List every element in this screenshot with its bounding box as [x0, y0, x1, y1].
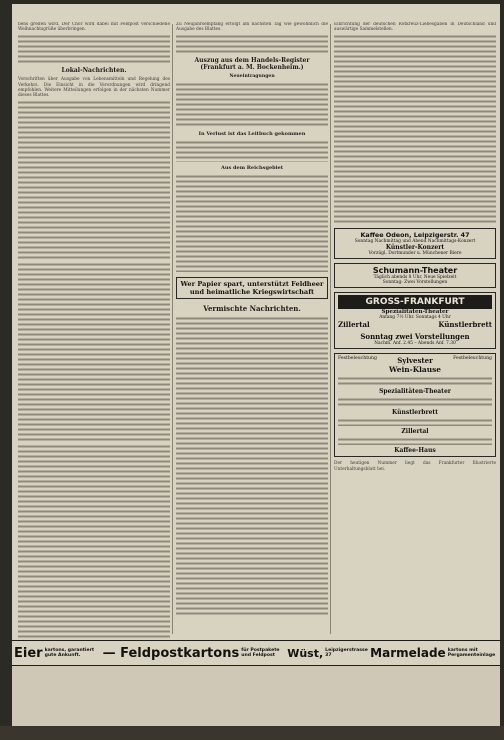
register-sub: Neueintragungen — [229, 74, 275, 80]
sylvester-right: Festbeleuchtung — [453, 356, 492, 362]
gross-name: GROSS-FRANKFURT — [338, 295, 492, 309]
schumann-line2: Täglich abends 8 Uhr, Neue Spielzeit — [373, 275, 457, 281]
text-block — [176, 82, 328, 128]
column-2 — [176, 22, 328, 638]
footer-marmelade-note: kartons mit Pergamenteinlage — [447, 647, 496, 658]
gross-line4: Künstlerbrett — [438, 320, 492, 330]
gross-line3: Zillertal — [338, 320, 370, 330]
col2-top-text: Zu Neujahrsempfang erfolgt am nächsten Tag wie gewöhnlich die Ausgabe des Blattes. — [176, 22, 328, 33]
text-block — [18, 262, 170, 442]
text-block — [176, 316, 328, 616]
ad-sylvester — [334, 353, 496, 457]
scan-border — [0, 726, 504, 740]
sylvester-item: Spezialitäten-Theater — [379, 388, 451, 396]
lokal-heading: Lokal-Nachrichten. — [61, 67, 127, 75]
ad-kaffee-odeon — [334, 228, 496, 259]
text-block — [338, 437, 492, 445]
ad-gross-frankfurt — [334, 292, 496, 349]
text-block — [338, 397, 492, 407]
text-block — [176, 140, 328, 162]
reich-title: Aus dem Reichsgebiet — [220, 165, 284, 172]
footer-eier-note: kartons, garantiert gute Ankunft. — [44, 647, 95, 658]
sylvester-left: Festbeleuchtung — [338, 356, 377, 362]
odeon-line3: Künstler-Konzert — [385, 244, 445, 252]
text-block — [18, 444, 170, 638]
gross-line1: Spezialitäten-Theater — [381, 309, 449, 316]
gross-line5: Sonntag zwei Vorstellungen — [360, 332, 470, 342]
schumann-line3: Sonntag: Zwei Vorstellungen — [382, 280, 448, 286]
col1-body: Vorschriften über Ausgabe von Lebensmitteln und Regelung des Verkehrs. Die Einsicht in die Verordnungen wird dringend empfohlen. Weitere Mitteilungen erfolgen in der nächsten Nummer dieses Blattes. — [18, 77, 170, 99]
mixed-news-heading: Vermischte Nachrichten. — [203, 304, 301, 314]
newspaper-page — [12, 4, 500, 726]
sylvester-item: Zillertal — [401, 428, 429, 436]
sylvester-item: Künstlerbrett — [392, 409, 438, 417]
column-3 — [334, 22, 496, 638]
paper-notice-box: Wer Papier spart, unterstützt Feldheer und heimatliche Kriegswirtschaft — [176, 277, 328, 299]
text-block — [18, 34, 170, 64]
footer-wuest: Wüst, — [287, 646, 324, 660]
col3-bottom-text: Der heutigen Nummer liegt das Frankfurter Illustrierte Unterhaltungsblatt bei. — [334, 461, 496, 472]
footer-address: Leipzigerstrasse 37 — [325, 647, 368, 658]
sylvester-item: Kaffee-Haus — [394, 447, 436, 455]
footer-marmelade: Marmelade — [370, 646, 446, 660]
text-block — [176, 34, 328, 54]
col1-top-text: bens greifen wird. Der Chor wird dabei mit Feldpost verschiedene Weihnachtsgrüße überbringen. — [18, 22, 170, 33]
lost-title: In Verlust ist das Leitbuch gekommen — [198, 131, 306, 138]
footer-feldpost-note: für Postpakete und Feldpost — [241, 647, 280, 658]
text-block — [18, 100, 170, 260]
gross-line6: Nachm. Anf. 2.45 – Abends Anf. 7.30 — [374, 341, 456, 347]
register-title: Auszug aus dem Handels-Register (Frankfurt a. M. Bockenheim.) — [194, 57, 310, 72]
odeon-name: Kaffee Odeon, Leipzigerstr. 47 — [360, 231, 470, 240]
odeon-line4: Vorzügl. Dortmunder u. Münchener Biere — [368, 251, 462, 257]
ad-schumann-theater — [334, 263, 496, 288]
column-rule — [172, 24, 173, 634]
footer-eier: Eier — [14, 645, 43, 661]
text-block — [334, 34, 496, 224]
sylvester-title: Sylvester — [397, 356, 433, 366]
odeon-line2: Sonntag Nachmittag und Abend Nachmittags-Konzert — [354, 239, 476, 245]
column-rule — [330, 24, 331, 634]
text-block — [338, 376, 492, 386]
column-1 — [18, 22, 170, 638]
text-block — [176, 174, 328, 272]
text-block — [338, 418, 492, 426]
sylvester-item: Wein-Klause — [389, 365, 441, 375]
footer-feldpostkartons: — Feldpostkartons — [102, 645, 240, 661]
schumann-name: Schumann-Theater — [372, 266, 458, 276]
gross-line2: Anfang 7½ Uhr. Sonntags 4 Uhr — [379, 315, 451, 321]
footer-ad-band — [12, 640, 500, 666]
page-margin — [12, 666, 500, 726]
col3-top-text: Einrichtung der deutschen Rotkreuz-Liebesgaben in Deutschland und auswärtige Sammelstellen. — [334, 22, 496, 33]
